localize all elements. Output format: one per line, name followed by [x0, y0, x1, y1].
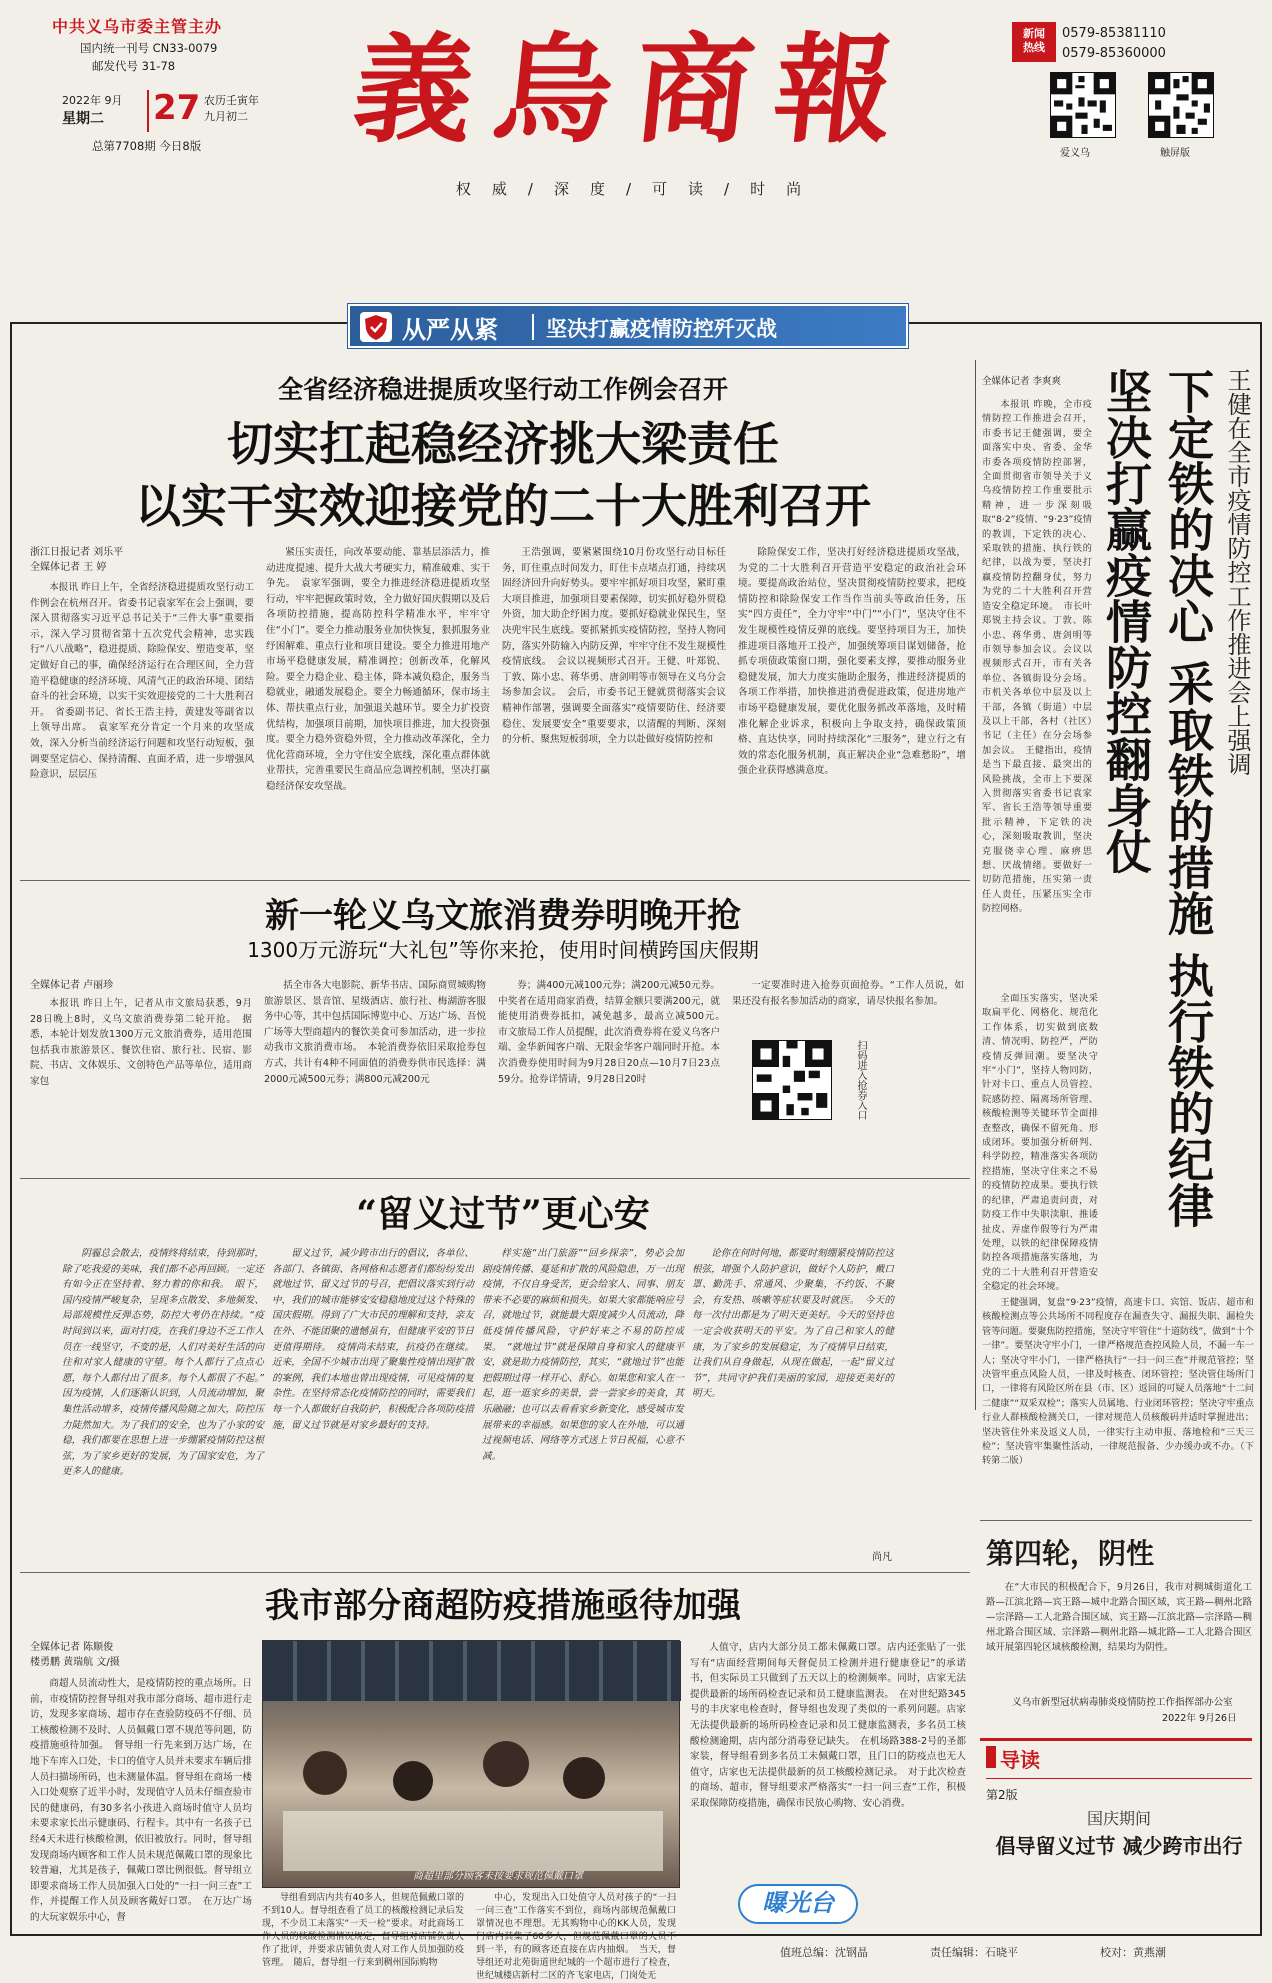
voucher-text-4: 一定要准时进入抢券页面抢券。“工作人员说，如果还没有报名参加活动的商家，请尽快报名参加。: [732, 980, 964, 1007]
lead-column-3: [502, 545, 726, 870]
voucher-column-1: [30, 996, 252, 1171]
qr-label-2: 触屏版: [1160, 148, 1190, 159]
side-column-2: [982, 992, 1098, 1292]
lead-column-4: [738, 545, 966, 870]
side-byline: 全媒体记者 李爽爽: [982, 376, 1062, 387]
festival-column-3: [482, 1246, 684, 1562]
qr-label-1: 爱义乌: [1060, 148, 1090, 159]
sponsor-text: 中共义乌市委主管主办: [52, 17, 223, 36]
lead-title-2: 以实干实效迎接党的二十大胜利召开: [135, 479, 871, 533]
qr-code-app[interactable]: [1050, 72, 1116, 138]
notice-issuer: 义乌市新型冠状病毒肺炎疫情防控工作指挥部办公室: [1012, 1697, 1233, 1708]
supermarket-byline-1: 全媒体记者 陈顺俊: [30, 1642, 114, 1653]
footer-proof: 校对：黄燕潮: [1100, 1946, 1166, 1959]
festival-column-4: [692, 1246, 894, 1546]
lead-text-4: 除险保安工作，坚决打好经济稳进提质攻坚战，为党的二十大胜利召开营造平安稳定的政治社会环境。要提高政治站位，坚决贯彻疫情防控要求，把疫情防控和除险保安工作当作当前头等政治任务，压实“四方责任”，全力守牢“中门”“小门”，坚决守住不发生规模性疫情反弹的底线。要坚持项目为王，加快推进项目落地开工投产，加强统筹项目谋划储备，抢抓专项债政策窗口期，强化要素支撑，要推动服务业稳健发展，加大力度实施助企服务，推进经济提质的各项工作举措，加快推进消费促进政策，促进房地产市场平稳健康发展，要优化服务抓改革落地，及时精准化解企业诉求，积极向上争取支持，确保政策顶格、直达快享，同时持续深化“三服务”，建立行之有效的常态化服务机制，真正解决企业“急难愁盼”，增强企业获得感满意度。: [738, 547, 966, 777]
side-divider: [975, 360, 976, 1410]
hotline-badge: [1012, 22, 1056, 62]
voucher-text-2: 括全市各大电影院、新华书店、国际商贸城购物旅游景区、景音馆、星级酒店、旅行社、梅湖游客服务中心等，其中包括国际博览中心、万达广场、吾悦广场等大型商超内的餐饮美食可参加活动，进一步拉动我市文旅消费市场。 本轮消费券依旧采取抢券包方式，共计有4种不同面值的消费券供市民选择：满2000元减500元券；满800元减200元: [264, 980, 486, 1085]
festival-bottom-rule: [20, 1572, 970, 1573]
hotline-label-2: 热线: [1023, 41, 1045, 54]
lead-column-1: [30, 580, 254, 870]
voucher-text-1: 本报讯 昨日上午，记者从市文旅局获悉，9月28日晚上8时，义乌文旅消费券第二轮开抢。 据悉，本轮计划发放1300万元文旅消费券，适用范围包括我市旅游景区、餐饮住宿、旅行社、民宿、影院、书店、文体娱乐、文创特色产品等单位，适用商家包: [30, 998, 252, 1087]
lunar-day: 九月初二: [204, 110, 248, 123]
weekday: 星期二: [62, 111, 104, 127]
supermarket-text-4: 人值守，店内大部分员工都未佩戴口罩。店内还张贴了一张写有“店面经营期间每天督促员工检测并进行健康登记”的承诺书，但实际员工只做到了五天以上的检测频率。同时，店家无法提供最新的场所码检查记录和员工健康监测表。 在对世纪路345号的丰庆家电检查时，督导组也发现了类似的一系列问题。店家无法提供最新的场所码检查记录和员工健康监测表，多名员工核酸检测逾期，店内部分消毒登记缺失。 在机场路388-2号的圣都家装，督导组看到多名员工未佩戴口罩，且门口的防疫点也无人值守，店家也无法提供最新的员工核酸检测记录。 对于此次检查的商场、超市，督导组要求严格落实“一扫一问三查”工作，积极采取保障防疫措施，确保市民放心购物、安心消费。: [690, 1642, 966, 1809]
side-column-1: [982, 398, 1092, 988]
issue-number: 总第7708期 今日8版: [92, 139, 202, 153]
supermarket-title: 我市部分商超防疫措施亟待加强: [265, 1586, 741, 1626]
side-title-1: 下定铁的决心 采取铁的措施 执行铁的纪律: [1161, 368, 1215, 1229]
festival-text-3: 样实施“出门旅游”“回乡探亲”，势必会加剧疫情传播、蔓延和扩散的风险隐患，万一出现疫情，不仅自身受苦，更会给家人、同事、朋友带来不必要的麻烦和损失。如果大家都能响应号召，就地过节，就能最大限度减少人员流动，降低疫情传播风险，守护好来之不易的防控成果。 “就地过节”就是保障自身和家人的健康平安，就是助力疫情防控，其实，“就地过节”也能把假期过得一样开心、舒心。如果您和家人在一起，逛一逛家乡的美景，尝一尝家乡的美食，其乐融融；也可以去看看家乡新变化，感受城市发展带来的幸福感。如果您的家人在外地，可以通过视频电话、网络等方式送上节日祝福，心意不减。: [482, 1248, 684, 1462]
photo-table: [283, 1811, 663, 1871]
festival-title: “留义过节”更心安: [356, 1193, 650, 1235]
frame-left-rule: [10, 322, 12, 1936]
supermarket-text-1: 商超人员流动性大，是疫情防控的重点场所。日前，市疫情防控督导组对我市部分商场、超市进行走访，发现多家商场、超市存在查验防疫码不仔细、员工核酸检测不及时、人员佩戴口罩不规范等问题，防疫措施亟待加强。 督导组一行先来到万达广场，在地下车库入口处，卡口的值守人员并未要求车辆后排人员扫描场所码，也未测量体温。督导组在商场一楼入口处观察了近半小时，发现值守人员未仔细查验市民的健康码，有30多名小孩进入商场时值守人员均未要求家长出示健康码、行程卡。其中有一名孩子已经4天未进行核酸检测，依旧被放行。同时，督导组发现商场内顾客和工作人员未规范佩戴口罩的现象比较普遍，尤其是孩子，佩戴口罩比例很低。督导组立即要求商场工作人员加强入口处的“一扫一问三查”工作，并提醒工作人员及顾客戴好口罩。 在万达广场的大玩家娱乐中心，督: [30, 1678, 252, 1923]
supermarket-column-2: [262, 1892, 464, 1968]
photo-caption: 商超里部分顾客未按要求规范佩戴口罩: [413, 1871, 583, 1882]
banner-right: 坚决打赢疫情防控歼灭战: [546, 317, 777, 341]
notice-text: 在“大市民的积极配合下，9月26日，我市对稠城街道化工路—江滨北路—宾王路—城中北路合围区域，宾王路—稠州北路—宗泽路—工人北路合围区域、宾王路—江滨北路—宗泽路—稠州北路合围区域、宗泽路—稠州北路—城北路—工人北路合围区域开展第四轮区域核酸检测，结果均为阴性。: [986, 1582, 1252, 1653]
date-divider: [147, 90, 149, 132]
photo-person: [563, 1757, 605, 1799]
side-column-3: [982, 1296, 1254, 1512]
festival-text-2: 留义过节，减少跨市出行的倡议，各单位、各部门、各镇街、各网格和志愿者们都纷纷发出就地过节、留义过节的号召，把倡议落实到行动中，我们的城市能够安安稳稳地度过这个特殊的国庆假期。得到了广大市民的理解和支持，亲友在外、不能团聚的遗憾虽有，但健康平安的节日更值得期待。 疫情尚未结束，抗疫仍在继续。近来，全国不少城市出现了聚集性疫情出现扩散的案例，我们本地也曾出现疫情，可见疫情的复杂性。在坚持常态化疫情防控的同时，需要我们每一个人都做好自我防护，积极配合各项防疫措施，留义过节就是对家乡最好的支持。: [272, 1248, 474, 1431]
voucher-text-3: 券；满400元减100元券；满200元减50元券。中奖者在适用商家消费，结算金额只要满200元，就能使用消费券抵扣，减免越多，最高立减500元。 市文旅局工作人员提醒，此次消费券将在爱义乌客户端、金华新闻客户端、无限金华客户端同时开抢。本次消费券使用时间为9月28日20点—10月7日23点59分。抢券详情请，9月28日20时: [498, 980, 730, 1085]
photo-person: [303, 1751, 347, 1795]
banner-divider: [532, 314, 534, 340]
lead-kicker: 全省经济稳进提质攻坚行动工作例会召开: [277, 375, 728, 404]
lead-byline-2: 全媒体记者 王 婷: [30, 562, 107, 573]
notice-top-rule: [980, 1520, 1252, 1521]
voucher-column-2: [264, 978, 486, 1170]
slogan: 权 威 / 深 度 / 可 读 / 时 尚: [455, 180, 805, 198]
lead-text-3: 王浩强调，要紧紧围绕10月份攻坚行动目标任务，盯住重点时间发力，盯住卡点堵点打通，持续巩固经济回升向好势头。要牢牢抓好项目攻坚，紧盯重大项目推进，加强项目要素保障，切实抓好稳外贸稳外资，加大助企纾困力度。要抓好稳就业保民生，坚决兜牢民生底线。要抓紧抓实疫情防控，坚持人物同防，落实外防输入内防反弹，牢牢守住不发生规模性疫情底线。 会议以视频形式召开。王健、叶郑锐、丁敦、陈小忠、蒋华勇、唐剑明等市领导在义乌分会场参加会议。 会后，市委书记王健就贯彻落实会议精神作部署，强调要全面落实“疫情要防住、经济要稳住、发展要安全”重要要求，以清醒的判断、深刻的分析、聚焦短板弱项，全力以赴做好疫情防控和: [502, 547, 726, 746]
frame-right-rule: [1260, 322, 1262, 1936]
supermarket-photo: [262, 1640, 680, 1888]
lead-column-2: [266, 545, 490, 870]
side-text-1: 本报讯 昨晚，全市疫情防控工作推进会召开，市委书记王健强调，要全面落实中央、省委、金华市委各项疫情防控部署，全面贯彻省市领导关于义乌疫情防控工作重要批示精神，进一步深刻吸取“8·2”疫情、“9·23”疫情的教训，下定铁的决心、采取铁的措施、执行铁的纪律，以战为要，坚决打赢疫情防控翻身仗，努力为党的二十大胜利召开营造安全稳定环境。 市长叶郑锐主持会议。丁敦、陈小忠、蒋华勇、唐剑明等市领导参加会议。会议以视频形式召开，市有关各单位、各镇街设分会场。市机关各单位中层及以上干部，各镇（街道）中层及以上干部，各村（社区）书记（主任）在分会场参加会议。 王健指出，疫情是当下最直接、最突出的风险挑战，全市上下要深入贯彻落实省委书记袁家军、省长王浩等领导重要批示精神，下定铁的决心，深刻吸取教训，坚决克服侥幸心理、麻痹思想、厌战情绪。要做好一切防范措施，压实第一责任人责任，压紧压实全市防控网格。: [982, 399, 1092, 915]
qr-pattern-icon: [1051, 73, 1115, 137]
festival-text-1: 阴霾总会散去，疫情终将结束，待到那时，除了吃我爱的美味，我们都不必再回顾。一定还有如今正在坚持着、努力着的你和我。 眼下，国内疫情严峻复杂，呈现多点散发、多地频发、局部规模性反弹态势，防控大考仍在持续。“疫时间到以来，面对打疫，在我们身边不乏工作人员在一线坚守，不变的是，人们对美好生活的向往和对家人健康的守望。每个人都行了点点心愿，每个人都付出了很多。每个人都很了不起。” 因为疫情，人们逐渐认识到，人员流动增加，聚集性活动增多，疫情传播风险随之加大，防控压力陡然加大。为了我们的安全，也为了小家的安稳，我们都要在思想上进一步绷紧疫情防控这根弦，为了家乡更好的发展，为了国家安危，为了更多人的健康。: [62, 1248, 274, 1478]
lead-bottom-rule: [20, 880, 970, 881]
qr-code-mobile[interactable]: [1148, 72, 1214, 138]
photo-person: [483, 1741, 529, 1787]
shield-icon: [360, 312, 392, 342]
voucher-bottom-rule: [20, 1178, 970, 1179]
guide-headline[interactable]: 倡导留义过节 减少跨市出行: [995, 1834, 1243, 1858]
notice-title: 第四轮，阴性: [986, 1537, 1155, 1570]
photo-ceiling: [263, 1641, 681, 1701]
supermarket-byline-2: 楼勇鹏 黄瑞航 文/摄: [30, 1657, 120, 1668]
voucher-qr-caption: 扫码进入抢券入口: [855, 1040, 866, 1120]
lead-text-1: 本报讯 昨日上午，全省经济稳进提质攻坚行动工作例会在杭州召开。省委书记袁家军在会上强调，要深入贯彻落实习近平总书记关于“三件大事”重要指示，深入学习贯彻省第十五次党代会精神，忠实践行“八八战略”，稳进提质、除险保安、塑造变革，坚定做好自己的事，确保经济运行在合理区间，全力营造平稳健康的经济环境、风清气正的政治环境、团结奋斗的社会环境，以实干实效迎接党的二十大胜利召开。 省委副书记、省长王浩主持，黄建发等副省以上领导出席。 袁家军充分肯定一个月来的攻坚成效，深入分析当前经济运行问题和攻坚行动短板，强调要坚定信心、保持清醒、直面矛盾，进一步增强风险意识，层层压: [30, 582, 254, 781]
festival-column-1: [62, 1246, 274, 1562]
festival-author: 尚凡: [872, 1552, 892, 1563]
qr-pattern-icon: [753, 1041, 831, 1119]
voucher-byline: 全媒体记者 卢丽珍: [30, 980, 114, 991]
cn-number: 国内统一刊号 CN33-0079: [80, 41, 218, 55]
supermarket-byline: [30, 1640, 120, 1670]
notice-body: [986, 1580, 1252, 1692]
supermarket-text-3: 中心，发现出入口处值守人员对孩子的“一扫一问三查”工作落实不到位，商场内部规范佩戴口罩情况也不理想。无其购物中心的KK人员，发现门店内其集了60多人，但规范佩戴口罩的人员不到一半，有的顾客还直接在店内抽烟。 当天，督导组还对北苑街道世纪城的一个超市进行了检查，世纪城楼店新村二区的齐飞家电店，门岗处无: [476, 1893, 676, 1981]
lead-byline: [30, 545, 123, 575]
footer-chief: 值班总编：沈钢晶: [780, 1946, 868, 1959]
lead-text-2: 紧压实责任，向改革要动能、靠基层添活力，推动进度提速、提升大战大考硬实力，精准破难、实干争先。 袁家军强调，要全力推进经济稳进提质攻坚行动，牢牢把握政策时效，全力做好国庆假期以及后各项防控措施，提高防控科学精准水平，牢牢守住“小门”。要全力推动服务业加快恢复，狠抓服务业纾困解难、重点行业和项目建设。要全力推进用地产市场平稳健康发展，精准调控；创新改革，化解风险。要全力稳企业、稳主体，降本减负稳企，服务当稳就业，融通发展稳企。要全力畅通循环，保市场主体、帮扶重点行业，加强退关越环节。要全力扩投资优结构，加强项目前期，加快项目推进，加大投资强度。要全力稳外资稳外贸，全力推动改革深化，全力优化营商环境，全力守住安全底线，深化重点群体就业帮扶，完善重要民生商品应急调控机制，坚决打赢稳经济保安攻坚战。: [266, 547, 490, 792]
notice-date: 2022年 9月26日: [1162, 1713, 1237, 1724]
guide-top-rule: [980, 1738, 1252, 1741]
voucher-qr-code[interactable]: [752, 1040, 832, 1120]
day-number: 27: [153, 88, 201, 128]
supermarket-column-4: [690, 1640, 966, 1870]
year-month: 2022年 9月: [62, 94, 123, 107]
supermarket-column-1: [30, 1676, 252, 1928]
voucher-column-4: [732, 978, 964, 1026]
guide-underline: [986, 1778, 1252, 1779]
side-text-2: 全面压实落实，坚决采取扁平化、网格化、规范化工作体系，切实做到底数清、情况明、防控严，严防疫情反弹回潮。要坚决守牢“小门”，坚持人物同防，针对卡口、重点人员管控、院感防控、隔离场所管理、核酸检测等关键环节全面排查整改，确保不留死角、形成闭环。要加强分析研判、科学防控，精准落实各项防控措施，坚决守住来之不易的疫情防控成果。要执行铁的纪律，严肃追责问责，对防疫工作中失职渎职、推诿扯皮、弄虚作假等行为严肃处理，以铁的纪律保障疫情防控各项措施落实落地，为党的二十大胜利召开营造安全稳定的社会环境。: [982, 993, 1098, 1293]
side-title-2: 坚决打赢疫情防控翻身仗: [1099, 368, 1153, 874]
banner-left: 从严从紧: [402, 315, 498, 344]
supermarket-text-2: 导组看到店内共有40多人，但规范佩戴口罩的不到10人。督导组查看了员工的核酸检测记录后发现，不少员工未落实“一天一检”要求。对此商场工作人员的核酸检测情况规定，督导组对店铺负责人作了批评，并要求店铺负责人对工作人员加强防疫管理。 随后，督导组一行来到稠州国际购物: [262, 1893, 464, 1968]
postal-code: 邮发代号 31-78: [92, 59, 176, 73]
footer-editor: 责任编辑：石晓平: [930, 1946, 1018, 1959]
lead-title-1: 切实扛起稳经济挑大梁责任: [227, 417, 779, 471]
voucher-column-3: [498, 978, 730, 1170]
lunar-year: 农历壬寅年: [204, 94, 259, 107]
qr-pattern-icon: [1149, 73, 1213, 137]
side-text-3: 王健强调，复盘“9·23”疫情，高速卡口、宾馆、饭店、超市和核酸检测点等公共场所不同程度存在漏查失守、漏报失职、漏检失管等问题。要聚焦防控措施，坚决守牢管住“十道防线”，做到“十个一律”。要坚决守牢小门，一律严格规范查控风险人员，不漏一车一人；坚决守牢小门，一律严格执行“一扫一问三查”并规范管控；坚决管牢重点风险人员，一律及时核查、闭环管控；坚决管住场所门口，一律将有风险区所在县（市、区）返回的可疑人员落地“十二问二健康”“双采双检”；落实人员属地、行业闭环管控；坚决守牢重点行业人群核酸检测关口，一律对规范人员核酸码并适时掌握进出；坚决管住外来及返义人员，一律实行主动申报、落地检和“三天三检”；坚决管牢集聚性活动，一律规范报备、少办缓办或不办。（下转第二版）: [982, 1297, 1254, 1467]
lead-byline-1: 浙江日报记者 刘乐平: [30, 547, 124, 558]
voucher-title: 新一轮义乌文旅消费券明晚开抢: [265, 896, 741, 936]
photo-person: [393, 1761, 433, 1801]
guide-kicker[interactable]: 国庆期间: [1086, 1809, 1151, 1828]
guide-page[interactable]: 第2版: [986, 1788, 1018, 1802]
phone-1: 0579-85381110: [1062, 26, 1166, 41]
guide-marker-icon: [986, 1746, 996, 1768]
hotline-label-1: 新闻: [1023, 27, 1045, 40]
guide-label: 导读: [1000, 1748, 1040, 1772]
festival-column-2: [272, 1246, 474, 1562]
supermarket-column-3: [476, 1892, 676, 1981]
side-kicker: 王健在全市疫情防控工作推进会上强调: [1223, 368, 1251, 776]
newspaper-title: 義烏商報: [347, 20, 923, 159]
campaign-banner: [348, 304, 908, 348]
phone-2: 0579-85360000: [1062, 46, 1166, 61]
voucher-subtitle: 1300万元游玩“大礼包”等你来抢，使用时间横跨国庆假期: [247, 938, 759, 962]
exposure-badge: 曝光台: [738, 1884, 858, 1924]
festival-text-4: 论你在何时何地，都要时刻绷紧疫情防控这根弦，增强个人防护意识，做好个人防护，戴口罩、勤洗手、常通风、少聚集，不约饭、不聚会，有发热、咳嗽等症状要及时就医。 今天的每一次付出都是为了明天更美好。今天的坚持也一定会收获明天的平安。为了自己和家人的健康，为了家乡的发展稳定，为了疫情早日结束，让我们从自身做起，从现在做起，一起“留义过节”，共同守护我们美丽的家园，迎接更美好的明天。: [692, 1248, 894, 1400]
